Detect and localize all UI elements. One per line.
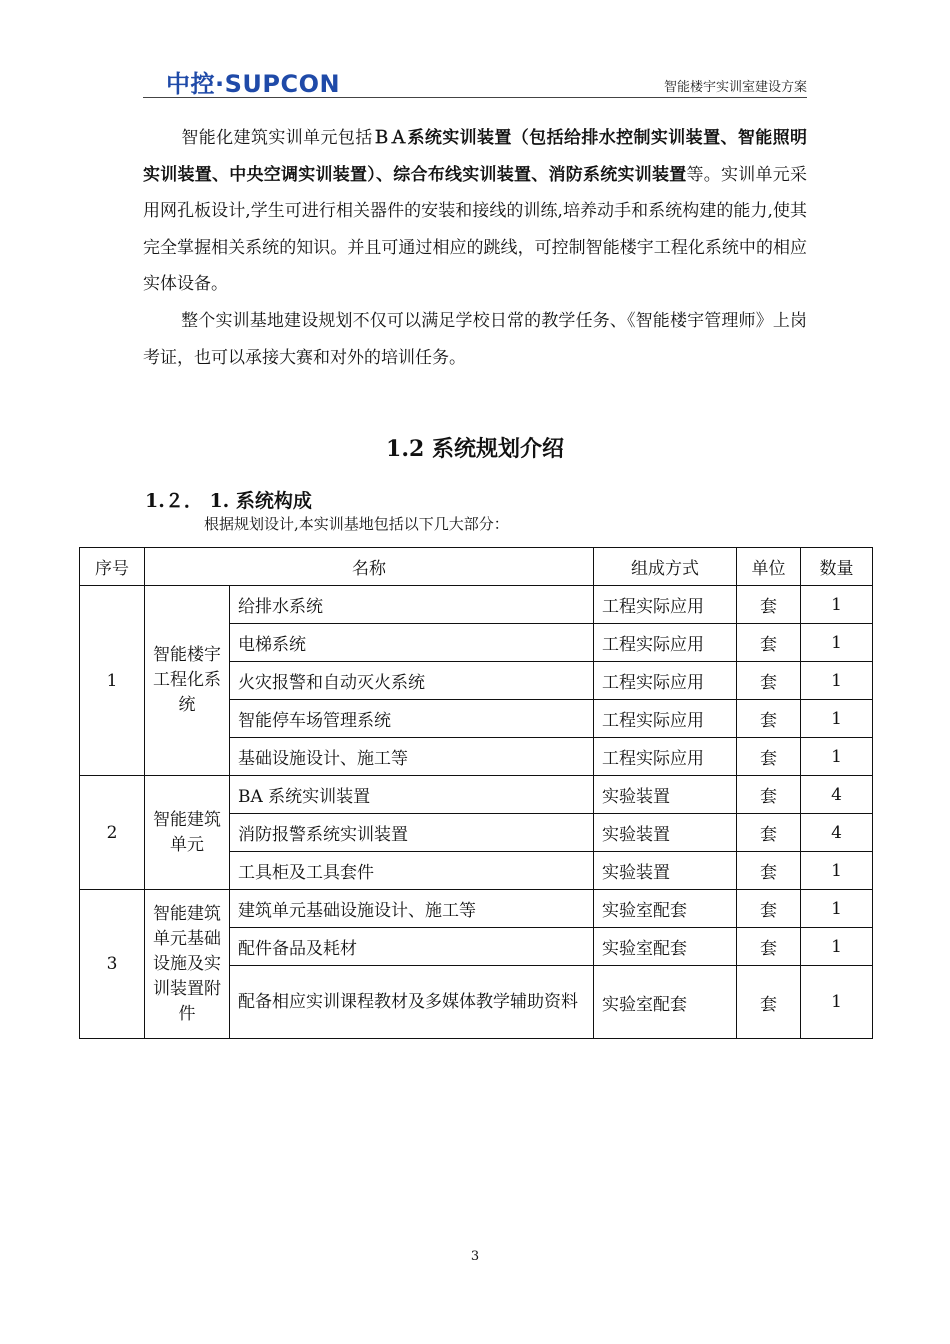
table-intro: 根据规划设计,本实训基地包括以下几大部分：: [204, 515, 509, 533]
group-number: 2: [80, 776, 145, 890]
item-unit: 套: [737, 814, 801, 852]
item-mode: 实验室配套: [594, 890, 737, 928]
para1-text-2: 等。实训单元采用网孔板设计,学生可进行相关器件的安装和接线的训练,培养动手和系统构建的能力,使其完全掌握相关系统的知识。并且可通过相应的跳线，可控制智能楼宇工程化系统中的相应实体设备。: [143, 164, 807, 294]
item-qty: 1: [801, 928, 873, 966]
group-name: 智能建筑单元基础设施及实训装置附件: [145, 890, 230, 1039]
item-qty: 1: [801, 586, 873, 624]
item-name: 配件备品及耗材: [230, 928, 594, 966]
table-header-row: [80, 548, 873, 586]
supcon-logo: 中控·SUPCON: [166, 70, 341, 98]
item-mode: 工程实际应用: [594, 700, 737, 738]
para2-text: 整个实训基地建设规划不仅可以满足学校日常的教学任务、《智能楼宇管理师》上岗考证，也可以承接大赛和对外的培训任务。: [143, 311, 807, 368]
item-mode: 实验装置: [594, 814, 737, 852]
item-unit: 套: [737, 586, 801, 624]
para1-text-1: 智能化建筑实训单元包括: [181, 128, 373, 148]
item-unit: 套: [737, 662, 801, 700]
item-unit: 套: [737, 624, 801, 662]
paragraph-base-plan: [143, 303, 807, 376]
item-qty: 1: [801, 966, 873, 1039]
item-unit: 套: [737, 700, 801, 738]
group-number: 3: [80, 890, 145, 1039]
header-qty: 数量: [801, 548, 873, 586]
item-name: 火灾报警和自动灭火系统: [230, 662, 594, 700]
item-unit: 套: [737, 776, 801, 814]
item-name: 建筑单元基础设施设计、施工等: [230, 890, 594, 928]
table-row: [80, 776, 873, 814]
section-title: 1.2 系统规划介绍: [386, 436, 564, 462]
document-title: 智能楼宇实训室建设方案: [663, 80, 807, 95]
group-number: 1: [80, 586, 145, 776]
header-divider: [143, 97, 807, 98]
item-name: 给排水系统: [230, 586, 594, 624]
para1-ba: ＢＡ: [372, 128, 408, 148]
item-qty: 1: [801, 624, 873, 662]
item-mode: 实验装置: [594, 852, 737, 890]
item-name: 智能停车场管理系统: [230, 700, 594, 738]
system-composition-table: [79, 547, 873, 1039]
item-mode: 实验装置: [594, 776, 737, 814]
item-qty: 1: [801, 662, 873, 700]
header-name: 名称: [145, 548, 594, 586]
item-unit: 套: [737, 890, 801, 928]
subsection-title: 1.２． 1. 系统构成: [145, 490, 312, 512]
para1-bold-devices: 系统实训装置（包括给排水控制实训装置、智能照明实训装置、中央空调实训装置）、综合布线实训装置、消防系统实训装置: [143, 128, 808, 185]
item-unit: 套: [737, 852, 801, 890]
item-name: 工具柜及工具套件: [230, 852, 594, 890]
item-mode: 工程实际应用: [594, 586, 737, 624]
item-qty: 1: [801, 852, 873, 890]
item-qty: 1: [801, 890, 873, 928]
header-mode: 组成方式: [594, 548, 737, 586]
page-header: [0, 0, 950, 100]
group-name: 智能楼宇工程化系统: [145, 586, 230, 776]
item-qty: 4: [801, 814, 873, 852]
item-qty: 1: [801, 738, 873, 776]
table-row: [80, 890, 873, 928]
item-name: 配备相应实训课程教材及多媒体教学辅助资料: [230, 966, 594, 1039]
header-unit: 单位: [737, 548, 801, 586]
item-name: 基础设施设计、施工等: [230, 738, 594, 776]
item-mode: 实验室配套: [594, 928, 737, 966]
item-unit: 套: [737, 966, 801, 1039]
paragraph-training-unit: [143, 120, 807, 303]
item-name: BA 系统实训装置: [230, 776, 594, 814]
item-name: 电梯系统: [230, 624, 594, 662]
table-row: [80, 586, 873, 624]
item-name: 消防报警系统实训装置: [230, 814, 594, 852]
item-mode: 工程实际应用: [594, 624, 737, 662]
item-mode: 实验室配套: [594, 966, 737, 1039]
item-qty: 1: [801, 700, 873, 738]
item-mode: 工程实际应用: [594, 738, 737, 776]
page-number: 3: [470, 1249, 480, 1264]
item-unit: 套: [737, 928, 801, 966]
item-unit: 套: [737, 738, 801, 776]
group-name: 智能建筑单元: [145, 776, 230, 890]
item-qty: 4: [801, 776, 873, 814]
header-no: 序号: [80, 548, 145, 586]
item-mode: 工程实际应用: [594, 662, 737, 700]
